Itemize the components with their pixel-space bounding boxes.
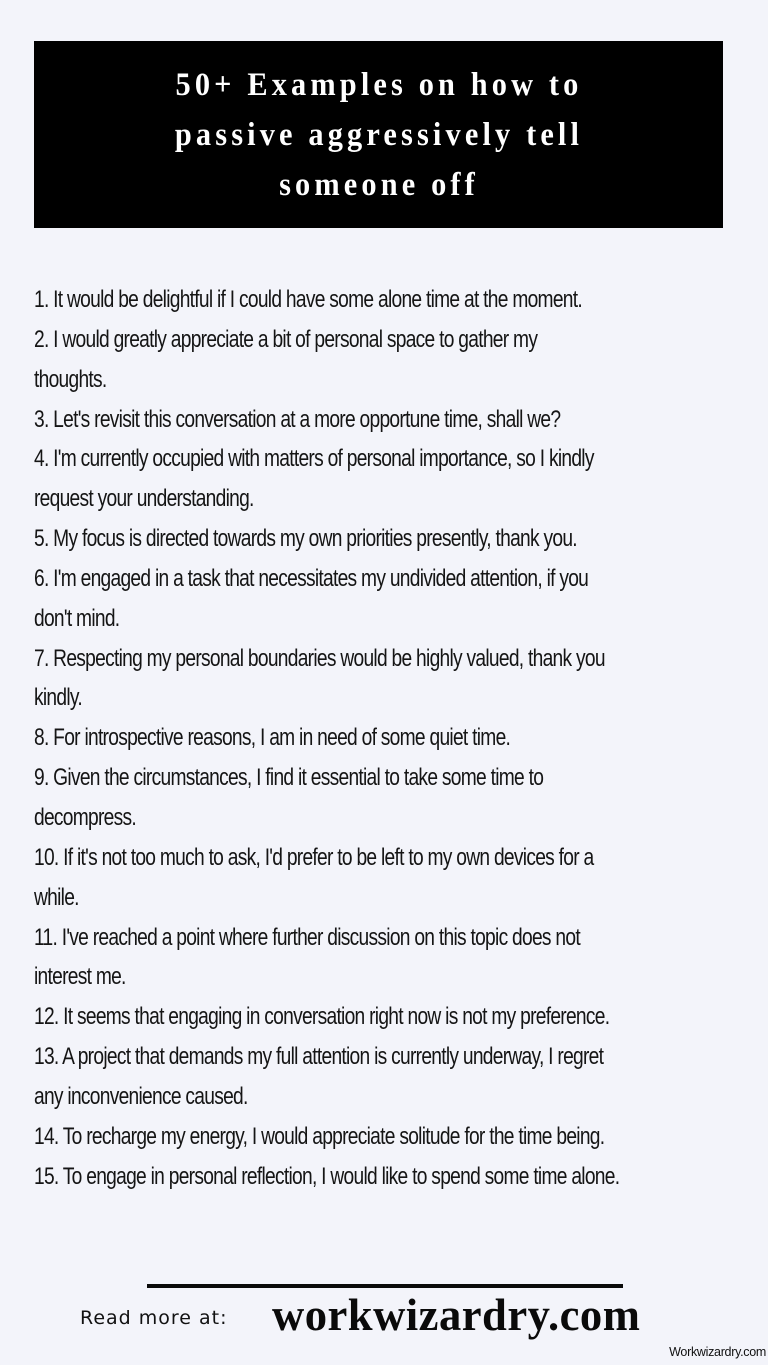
examples-list xyxy=(34,280,764,1196)
watermark: Workwizardry.com xyxy=(669,1345,766,1359)
list-item: 7. Respecting my personal boundaries would be highly valued, thank you kindly. xyxy=(34,644,605,712)
list-item: 2. I would greatly appreciate a bit of personal space to gather my thoughts. xyxy=(34,325,538,393)
list-item: 12. It seems that engaging in conversation right now is not my preference. xyxy=(34,1003,610,1031)
list-item: 11. I've reached a point where further discussion on this topic does not interest me. xyxy=(34,923,580,991)
list-item: 10. If it's not too much to ask, I'd prefer to be left to my own devices for a while. xyxy=(34,843,594,911)
list-item: 6. I'm engaged in a task that necessitates my undivided attention, if you don't mind. xyxy=(34,564,589,632)
list-item: 13. A project that demands my full attention is currently underway, I regret any inconvenience caused. xyxy=(34,1043,604,1110)
read-more-label: Read more at: xyxy=(80,1307,228,1329)
page-title xyxy=(121,60,636,210)
list-item: 4. I'm currently occupied with matters of personal importance, so I kindly request your understanding. xyxy=(34,445,594,513)
title-line: passive aggressively tell xyxy=(174,116,583,153)
site-link[interactable]: workwizardry.com xyxy=(272,1289,641,1340)
list-item: 9. Given the circumstances, I find it essential to take some time to decompress. xyxy=(34,764,544,831)
title-line: 50+ Examples on how to xyxy=(175,66,582,103)
title-line: someone off xyxy=(278,166,479,203)
list-item: 3. Let's revisit this conversation at a more opportune time, shall we? xyxy=(34,405,561,433)
list-item: 1. It would be delightful if I could have some alone time at the moment. xyxy=(34,286,582,313)
title-banner xyxy=(34,41,723,228)
list-item: 14. To recharge my energy, I would appreciate solitude for the time being. xyxy=(34,1122,605,1150)
list-item: 15. To engage in personal reflection, I would like to spend some time alone. xyxy=(34,1162,620,1190)
list-item: 8. For introspective reasons, I am in need of some quiet time. xyxy=(34,724,511,752)
list-item: 5. My focus is directed towards my own priorities presently, thank you. xyxy=(34,525,577,553)
